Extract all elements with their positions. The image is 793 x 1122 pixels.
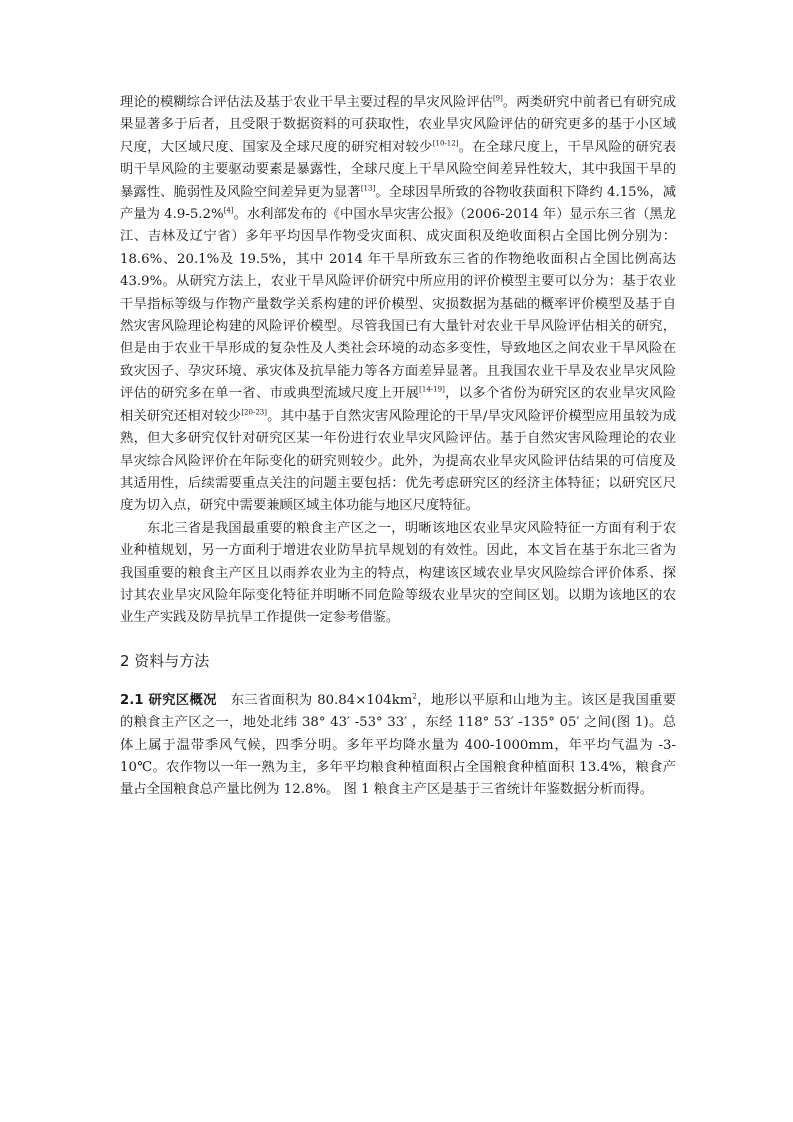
paragraph-text: 。水利部发布的《中国水旱灾害公报》（2006-2014 年）显示东三省（黑龙江、吉林及辽宁省）多年平均因旱作物受灾面积、成灾面积及绝收面积占全国比例分别为：18.6%、20.1%及 19.5%，其中 2014 年干旱所致东三省的作物绝收面积占全国比例高达 43.9%。从研究方法上，农业干旱风险评价研究中所应用的评价模型主要可以分为：基于农业干旱指标等级与作物产量数学关系构建的评价模型、灾损数据为基础的概率评价模型及基于自然灾害风险理论构建的风险评价模型。尽管我国已有大量针对农业干旱风险评估相关的研究，但是由于农业干旱形成的复杂性及人类社会环境的动态多变性，导致地区之间农业干旱风险在致灾因子、孕灾环境、承灾体及抗旱能力等各方面差异显著。且我国农业干旱及农业旱灾风险评估的研究多在单一省、市或典型流域尺度上开展: [120, 207, 677, 402]
paragraph-text: 理论的模糊综合评估法及基于农业干旱主要过程的旱灾风险评估: [120, 95, 493, 110]
subsection-paragraph: [120, 690, 676, 802]
body-paragraph-1: [120, 92, 676, 518]
paragraph-text: ，地形以平原和山地为主。该区是我国重要的粮食主产区之一，地处北纬 38° 43′ -53° 33′ ，东经 118° 53′ -135° 05′ 之间(图 1)。总体上属于温带季风气候，四季分明。多年平均降水量为 400-1000mm，年平均气温为 -3-10℃。农作物以一年一熟为主，多年平均粮食种植面积占全国粮食种植面积 13.4%，粮食产量占全国粮食总产量比例为 12.8%。 图 1 粮食主产区是基于三省统计年鉴数据分析而得。: [120, 692, 677, 798]
paragraph-text: 。全球因旱所致的谷物收获面积下降约 4.15%，减产量为 4.9-5.2%: [120, 184, 677, 223]
citation-ref: [20-23]: [241, 408, 267, 417]
body-paragraph-2: 东北三省是我国最重要的粮食主产区之一，明晰该地区农业旱灾风险特征一方面有利于农业种植规划，另一方面利于增进农业防旱抗旱规划的有效性。因此，本文旨在基于东北三省为我国重要的粮食主产区且以雨养农业为主的特点，构建该区域农业旱灾风险综合评价体系、探讨其农业旱灾风险年际变化特征并明晰不同危险等级农业旱灾的空间区划。以期为该地区的农业生产实践及防旱抗旱工作提供一定参考借鉴。: [120, 520, 676, 626]
paragraph-text: 东三省面积为 80.84×104km: [230, 692, 413, 708]
section-heading: 2 资料与方法: [120, 651, 210, 670]
citation-ref: [13]: [360, 184, 376, 193]
citation-ref: [10-12]: [432, 139, 459, 148]
paragraph-text: ，以多个省份为研究区的农业旱灾风险相关研究还相对较少: [120, 386, 677, 424]
citation-ref: [14-19]: [419, 385, 445, 394]
paper-page: [120, 92, 676, 802]
unit-superscript: 2: [412, 692, 417, 701]
subsection-heading: 2.1 研究区概况: [120, 692, 217, 708]
paragraph-text: 。两类研究中前者已有研究成果显著多于后者，且受限于数据资料的可获取性，农业旱灾风险评估的研究更多的基于小区域尺度，大区域尺度、国家及全球尺度的研究相对较少: [120, 95, 677, 155]
citation-ref: [9]: [492, 94, 503, 103]
citation-ref: [4]: [223, 206, 234, 215]
paragraph-text: 。在全球尺度上，干旱风险的研究表明干旱风险的主要驱动要素是暴露性，全球尺度上干旱风险空间差异性较大，其中我国干旱的暴露性、脆弱性及风险空间差异更为显著: [120, 139, 677, 200]
paragraph-text: 。其中基于自然灾害风险理论的干旱/旱灾风险评价模型应用虽较为成熟，但大多研究仅针对研究区某一年份进行农业旱灾风险评估。基于自然灾害风险理论的农业旱灾综合风险评价在年际变化的研究则较少。此外，为提高农业旱灾风险评估结果的可信度及其适用性，后续需要重点关注的问题主要包括：优先考虑研究区的经济主体特征；以研究区尺度为切入点，研究中需要兼顾区域主体功能与地区尺度特征。: [120, 408, 676, 514]
